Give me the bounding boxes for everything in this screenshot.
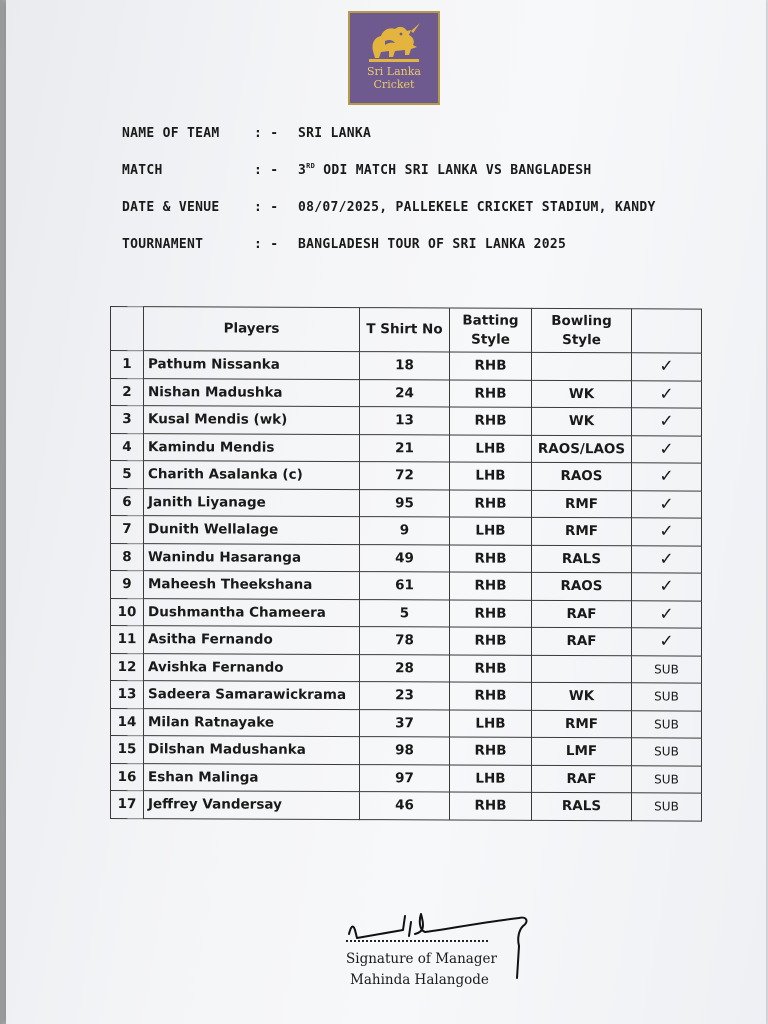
shirt-number-text: 37 [395, 714, 414, 732]
shirt-number-text: 24 [395, 384, 414, 402]
player-name-text: Jeffrey Vandersay [148, 796, 282, 813]
selection-status [632, 573, 702, 601]
selection-status [632, 710, 702, 738]
bowling-style-text: RAF [566, 633, 597, 650]
selection-status [632, 435, 702, 463]
bowling-style-text: RALS [561, 550, 602, 567]
match-row [122, 163, 742, 200]
player-number [111, 516, 144, 544]
table-header-row [111, 307, 702, 354]
separator: : - [254, 163, 279, 178]
player-name-text: Sadeera Samarawickrama [148, 686, 347, 704]
shirt-number [360, 654, 450, 682]
shirt-number-text: 97 [395, 769, 414, 787]
bowling-style [532, 435, 632, 463]
bowling-style-text: LMF [565, 743, 598, 760]
bowling-style-text: WK [568, 385, 595, 402]
batting-style [450, 709, 532, 737]
shirt-number [360, 737, 450, 765]
batting-style [450, 407, 532, 435]
table-row [111, 378, 702, 408]
shirt-number [360, 572, 450, 600]
shirt-number [360, 517, 450, 545]
player-number [111, 791, 144, 819]
table-row [111, 351, 702, 381]
selection-status-text: SUB [654, 744, 679, 759]
selection-status [632, 490, 702, 518]
batting-style-text: RHB [474, 632, 507, 649]
selection-status [632, 463, 702, 491]
batting-style-text: RHB [474, 797, 507, 814]
selection-status-text: ✓ [659, 576, 674, 597]
player-number [111, 598, 144, 626]
selection-status-text: ✓ [659, 411, 674, 432]
bowling-style [532, 545, 632, 573]
shirt-number-text: 98 [395, 742, 414, 759]
selection-status-text: ✓ [659, 631, 674, 652]
shirt-number-text: 5 [399, 605, 410, 622]
selection-status-text: SUB [654, 799, 679, 814]
shirt-number [360, 599, 450, 627]
selection-status [632, 655, 702, 683]
batting-style-text: RHB [474, 495, 507, 512]
header-bowling-line2: Style [562, 331, 601, 348]
table-row [111, 681, 702, 711]
date-venue-value: 08/07/2025, PALLEKELE CRICKET STADIUM, KANDY [298, 200, 656, 215]
player-number-text: 3 [122, 411, 132, 428]
bowling-style [532, 792, 632, 820]
shirt-number [360, 489, 450, 517]
player-number [111, 653, 144, 681]
bowling-style [532, 517, 632, 545]
player-number-text: 5 [122, 466, 132, 483]
bowling-style-text: RMF [564, 495, 599, 512]
selection-status [632, 683, 702, 711]
table-row [111, 653, 702, 683]
tournament-row [122, 237, 742, 274]
selection-status [632, 545, 702, 573]
batting-style [450, 544, 532, 572]
bowling-style [532, 572, 632, 600]
player-number-text: 4 [122, 438, 132, 455]
header-batting-line2: Style [471, 331, 510, 348]
player-number [111, 708, 144, 736]
selection-status-text: ✓ [659, 549, 674, 570]
player-number-text: 11 [117, 631, 137, 648]
player-name [144, 488, 360, 516]
selection-status-text: ✓ [659, 384, 674, 405]
batting-style-text: RHB [474, 385, 507, 402]
player-name-text: Milan Ratnayake [148, 713, 275, 731]
batting-style-text: LHB [475, 770, 506, 787]
player-name-text: Kusal Mendis (wk) [148, 411, 288, 429]
shirt-number-text: 28 [395, 659, 414, 677]
player-name [144, 708, 360, 736]
table-row [111, 626, 702, 656]
player-number [111, 736, 144, 764]
batting-style-text: LHB [475, 522, 506, 539]
player-name [144, 406, 360, 434]
batting-style [450, 462, 532, 490]
table-row [111, 708, 702, 738]
bowling-style [532, 407, 632, 435]
squad-table [110, 306, 702, 821]
player-name-text: Wanindu Hasaranga [148, 548, 302, 566]
logo-text-line2: Cricket [373, 78, 415, 91]
player-name [144, 598, 360, 626]
batting-style-text: RHB [474, 660, 507, 677]
player-name [144, 461, 360, 489]
bowling-style-text: RALS [561, 798, 602, 815]
bowling-style-text: RAOS [560, 468, 603, 485]
table-row [111, 461, 702, 491]
batting-style [450, 379, 532, 407]
separator: : - [254, 200, 279, 215]
shirt-number [360, 627, 450, 655]
shirt-number-text: 61 [395, 577, 414, 594]
table-row [111, 543, 702, 573]
player-name [144, 571, 360, 599]
selection-status-text: ✓ [659, 466, 674, 487]
player-name [144, 791, 360, 819]
shirt-number [360, 682, 450, 710]
batting-style-text: RHB [474, 357, 507, 374]
player-number-text: 17 [117, 796, 137, 813]
bowling-style [532, 765, 632, 793]
selection-status-text: ✓ [659, 439, 674, 460]
bowling-style-text: RMF [564, 523, 599, 540]
shirt-number-text: 21 [395, 439, 414, 457]
player-name-text: Dunith Wellalage [148, 521, 279, 538]
table-row [111, 598, 702, 628]
bowling-style [532, 655, 632, 683]
table-row [111, 516, 702, 546]
shirt-number [360, 434, 450, 462]
player-number-text: 2 [122, 383, 132, 400]
tournament-value: BANGLADESH TOUR OF SRI LANKA 2025 [298, 237, 567, 252]
selection-status-text: ✓ [659, 356, 674, 377]
team-name-row [122, 126, 742, 163]
batting-style-text: RHB [474, 577, 507, 594]
player-name [144, 653, 360, 681]
table-row [111, 736, 702, 766]
batting-style [450, 572, 532, 600]
selection-status [632, 793, 702, 821]
batting-style-text: RHB [474, 687, 507, 704]
shirt-number-text: 23 [395, 687, 414, 704]
batting-style [450, 434, 532, 462]
table-row [111, 406, 702, 436]
player-number [111, 626, 144, 654]
shirt-number [360, 407, 450, 435]
shirt-number [360, 379, 450, 407]
player-name-text: Dilshan Madushanka [148, 741, 306, 759]
player-name-text: Avishka Fernando [148, 658, 284, 676]
player-name [144, 626, 360, 654]
table-row [111, 488, 702, 518]
bowling-style-text: RAF [566, 605, 597, 622]
player-number [111, 461, 144, 489]
separator: : - [254, 126, 279, 141]
shirt-number-text: 9 [399, 522, 410, 539]
table-row [111, 791, 702, 821]
match-number: 3 [298, 163, 307, 178]
player-number-text: 14 [117, 713, 137, 730]
shirt-number-text: 18 [395, 357, 414, 374]
selection-status-text: ✓ [659, 494, 674, 515]
shirt-number-text: 78 [395, 632, 414, 649]
bowling-style-text: RAOS/LAOS [537, 440, 626, 457]
batting-style [450, 517, 532, 545]
player-name-text: Janith Liyanage [148, 493, 266, 511]
table-row [111, 763, 702, 793]
player-number-text: 10 [117, 603, 137, 620]
lion-emblem-icon [365, 21, 423, 65]
player-number [111, 763, 144, 791]
player-number [111, 571, 144, 599]
separator: : - [254, 237, 279, 252]
header-selection [632, 309, 702, 353]
bowling-style [532, 380, 632, 408]
batting-style [450, 764, 532, 792]
batting-style [450, 489, 532, 517]
bowling-style [532, 490, 632, 518]
selection-status-text: SUB [654, 662, 679, 677]
player-number-text: 9 [122, 576, 132, 593]
shirt-number-text: 72 [395, 467, 414, 484]
selection-status-text: SUB [654, 717, 679, 732]
player-number-text: 13 [117, 686, 137, 703]
batting-style [450, 737, 532, 765]
match-ordinal-suffix: RD [306, 162, 316, 170]
player-name [144, 378, 360, 406]
batting-style [450, 627, 532, 655]
bowling-style-text: WK [568, 688, 595, 705]
batting-style [450, 792, 532, 820]
bowling-style [532, 710, 632, 738]
player-name-text: Eshan Malinga [148, 768, 259, 786]
batting-style-text: LHB [475, 467, 506, 484]
signature-line [346, 940, 488, 942]
shirt-number [360, 709, 450, 737]
bowling-style [532, 352, 632, 380]
player-name [144, 433, 360, 461]
shirt-number-text: 13 [395, 412, 414, 429]
player-name [144, 351, 360, 379]
bowling-style-text: WK [568, 413, 595, 430]
bowling-style [532, 737, 632, 765]
bowling-style-text: RAOS [560, 578, 603, 595]
selection-status [632, 518, 702, 546]
selection-status-text: SUB [654, 772, 679, 787]
player-number-text: 8 [122, 548, 132, 565]
player-number-text: 16 [117, 768, 137, 785]
shirt-number-text: 46 [395, 797, 414, 814]
player-number [111, 543, 144, 571]
player-number-text: 15 [117, 741, 137, 758]
header-bowling-line1: Bowling [551, 312, 612, 329]
manager-name: Mahinda Halangode [350, 972, 489, 988]
bowling-style [532, 462, 632, 490]
player-number [111, 406, 144, 434]
logo-text-line1: Sri Lanka [367, 65, 421, 78]
player-number [111, 681, 144, 709]
batting-style-text: RHB [474, 412, 507, 429]
shirt-number [360, 764, 450, 792]
signature-title: Signature of Manager [346, 951, 497, 967]
player-number-text: 12 [117, 658, 137, 675]
batting-style-text: LHB [475, 715, 506, 732]
player-number-text: 1 [122, 356, 132, 373]
player-number-text: 7 [122, 521, 132, 538]
sri-lanka-cricket-logo [348, 11, 440, 105]
shirt-number [360, 462, 450, 490]
batting-style-text: RHB [474, 550, 507, 567]
shirt-number [360, 544, 450, 572]
batting-style [450, 682, 532, 710]
player-name-text: Nishan Madushka [148, 383, 283, 401]
player-name [144, 516, 360, 544]
selection-status [632, 628, 702, 656]
selection-status [632, 380, 702, 408]
player-name-text: Charith Asalanka (c) [148, 466, 303, 484]
player-name-text: Pathum Nissanka [148, 356, 280, 373]
header-players: Players [144, 307, 360, 352]
player-number [111, 488, 144, 516]
selection-status [632, 738, 702, 766]
batting-style [450, 599, 532, 627]
header-batting-style [450, 308, 532, 352]
header-shirt-no: T Shirt No [360, 308, 450, 352]
player-name [144, 543, 360, 571]
batting-style [450, 352, 532, 380]
header-bowling-style [532, 308, 632, 352]
batting-style [450, 654, 532, 682]
player-name [144, 681, 360, 709]
header-batting-line1: Batting [462, 312, 519, 329]
bowling-style [532, 600, 632, 628]
player-name-text: Maheesh Theekshana [148, 576, 313, 594]
player-name-text: Dushmantha Chameera [148, 603, 326, 621]
match-info [122, 126, 742, 274]
shirt-number [360, 792, 450, 820]
match-label: MATCH [122, 163, 163, 178]
bowling-style [532, 627, 632, 655]
bowling-style [532, 682, 632, 710]
team-name-label: NAME OF TEAM [122, 126, 220, 141]
batting-style-text: RHB [474, 605, 507, 622]
batting-style-text: LHB [475, 440, 506, 457]
date-venue-label: DATE & VENUE [122, 200, 220, 215]
player-number [111, 433, 144, 461]
header-number [111, 307, 144, 351]
team-name-value: SRI LANKA [298, 126, 372, 141]
shirt-number-text: 95 [395, 494, 414, 512]
player-name-text: Asitha Fernando [148, 631, 273, 648]
selection-status-text: ✓ [659, 604, 674, 625]
selection-status [632, 353, 702, 381]
player-name-text: Kamindu Mendis [148, 438, 275, 456]
date-venue-row [122, 200, 742, 237]
table-row [111, 433, 702, 463]
bowling-style-text: RAF [566, 770, 597, 787]
table-row [111, 571, 702, 601]
player-number [111, 378, 144, 406]
selection-status [632, 765, 702, 793]
bowling-style-text: RMF [564, 715, 599, 732]
shirt-number [360, 352, 450, 380]
selection-status-text: ✓ [659, 521, 674, 542]
player-name [144, 736, 360, 764]
match-value [298, 163, 591, 178]
selection-status-text: SUB [654, 689, 679, 704]
player-number [111, 351, 144, 379]
tournament-label: TOURNAMENT [122, 237, 204, 252]
shirt-number-text: 49 [395, 549, 414, 567]
selection-status [632, 600, 702, 628]
player-number-text: 6 [122, 493, 132, 510]
player-name [144, 763, 360, 791]
batting-style-text: RHB [474, 742, 507, 759]
match-description: ODI MATCH SRI LANKA VS BANGLADESH [315, 163, 592, 178]
selection-status [632, 408, 702, 436]
